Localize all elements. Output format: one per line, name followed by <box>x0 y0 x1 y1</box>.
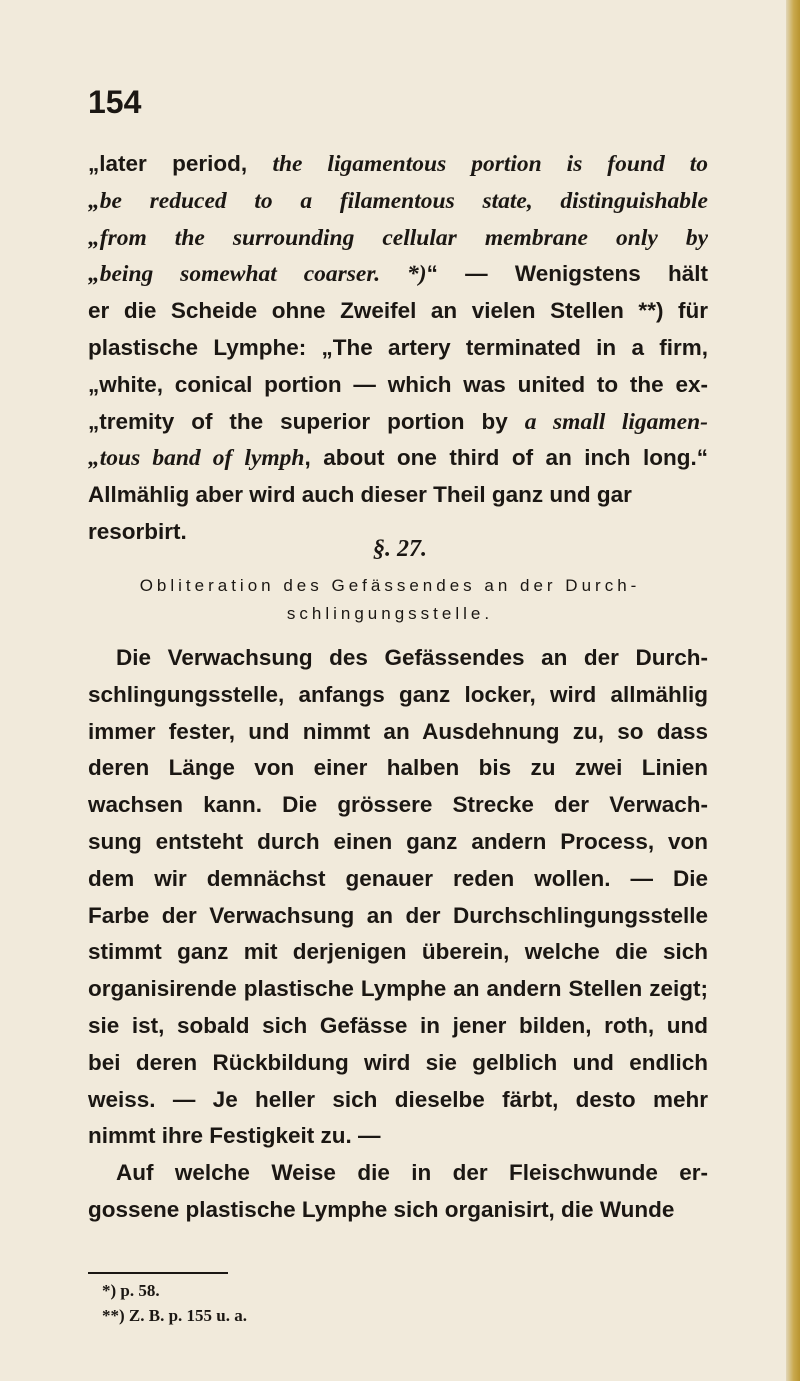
section-heading-line: schlingungsstelle. <box>286 604 494 623</box>
text-run: resorbirt. <box>88 518 187 544</box>
text-line: nimmt ihre Festigkeit zu. — <box>88 1123 381 1149</box>
text-run: er die Scheide ohne Zweifel an vielen Stellen **) für <box>88 298 708 324</box>
text-run: „white, conical portion — which was united to the ex- <box>88 371 708 397</box>
italic-quote-run: „being somewhat coarser. *) <box>88 261 427 288</box>
text-run: “ — Wenigstens hält <box>426 261 708 287</box>
text-run: Allmählig aber wird auch dieser Theil ganz und gar <box>88 482 632 508</box>
section-heading-line: Obliteration des Gefässendes an der Durch- <box>139 576 641 595</box>
italic-quote-run: „be reduced to a filamentous state, distinguishable <box>88 187 708 214</box>
section-heading <box>120 572 660 628</box>
text-line: Auf welche Weise die in der Fleischwunde er- <box>116 1160 708 1186</box>
page-number: 154 <box>88 84 142 120</box>
footnote: **) Z. B. p. 155 u. a. <box>102 1306 247 1325</box>
text-line: stimmt ganz mit derjenigen überein, welche die sich <box>88 939 708 965</box>
text-line: weiss. — Je heller sich dieselbe färbt, desto mehr <box>88 1086 708 1112</box>
italic-quote-run: „from the surrounding cellular membrane only by <box>88 224 708 251</box>
italic-quote-run: „tous band of lymph <box>88 445 305 472</box>
text-line: sung entsteht durch einen ganz andern Process, von <box>88 828 708 854</box>
text-line: immer fester, und nimmt an Ausdehnung zu, so dass <box>88 718 708 744</box>
text-line <box>88 404 708 441</box>
text-line <box>88 256 708 293</box>
text-line <box>88 440 708 477</box>
text-run: „tremity of the superior portion by <box>88 408 525 434</box>
text-line: sie ist, sobald sich Gefässe in jener bilden, roth, und <box>88 1012 708 1038</box>
footnote: *) p. 58. <box>102 1281 160 1300</box>
paragraph-verwachsung <box>88 640 708 1229</box>
section-number: §. 27. <box>373 536 427 562</box>
text-run: plastische Lymphe: „The artery terminated in a firm, <box>88 334 708 360</box>
text-line: organisirende plastische Lymphe an andern Stellen zeigt; <box>88 976 708 1002</box>
text-line <box>88 477 708 514</box>
text-line: Die Verwachsung des Gefässendes an der Durch- <box>116 645 708 670</box>
text-line <box>88 220 708 257</box>
text-line: deren Länge von einer halben bis zu zwei Linien <box>88 755 708 781</box>
text-line <box>88 330 708 367</box>
italic-quote-run: the ligamentous portion is found to <box>272 151 708 177</box>
gilt-page-edge <box>786 0 800 1381</box>
text-line: wachsen kann. Die grössere Strecke der Verwach- <box>88 792 708 818</box>
footnotes <box>102 1278 247 1328</box>
text-line <box>88 367 708 404</box>
text-line <box>88 293 708 330</box>
text-line <box>88 183 708 220</box>
text-line: gossene plastische Lymphe sich organisirt, die Wunde <box>88 1196 675 1222</box>
footnote-divider <box>88 1272 228 1274</box>
italic-quote-run: a small ligamen- <box>524 408 708 435</box>
paragraph-quotation <box>88 146 708 551</box>
text-line: Farbe der Verwachsung an der Durchschlingungsstelle <box>88 902 708 928</box>
text-line: schlingungsstelle, anfangs ganz locker, wird allmählig <box>88 681 708 707</box>
text-line <box>88 146 708 183</box>
text-run: „later period, <box>88 151 273 176</box>
text-run: , about one third of an inch long.“ <box>304 445 708 471</box>
text-line: bei deren Rückbildung wird sie gelblich und endlich <box>88 1049 708 1075</box>
text-line: dem wir demnächst genauer reden wollen. — Die <box>88 865 708 891</box>
